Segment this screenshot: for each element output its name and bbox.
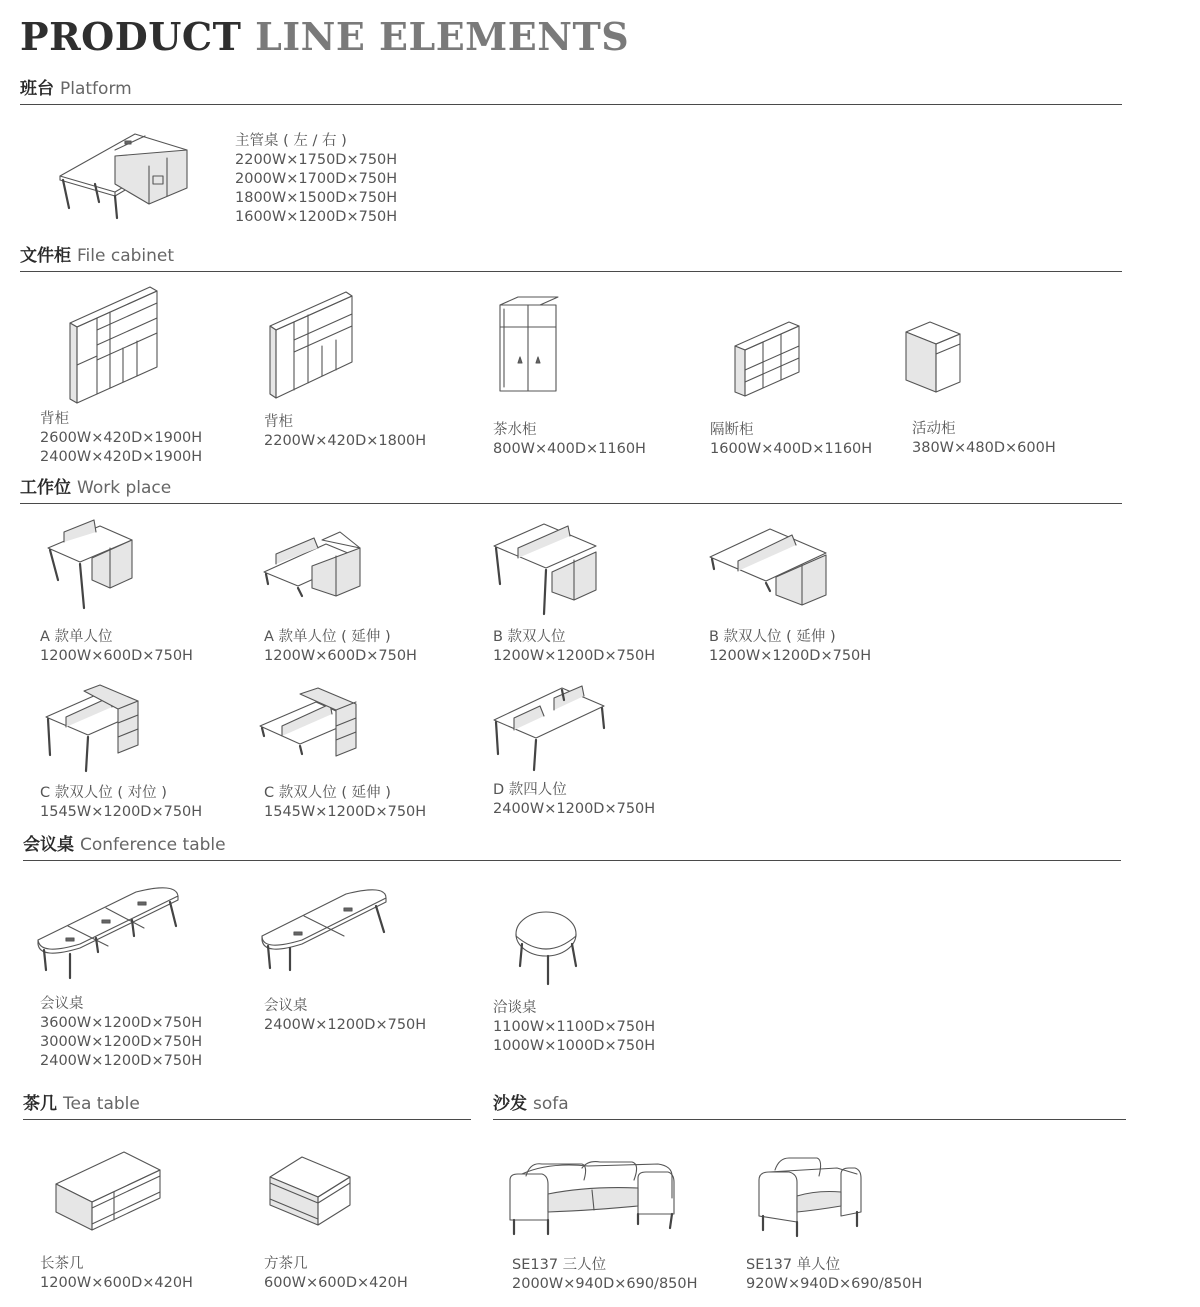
product-size: 1200W×600D×750H	[264, 648, 417, 664]
square-tea-table-drawing	[268, 1155, 354, 1227]
product-name: B 款双人位	[493, 629, 566, 645]
workstation-a-single-text	[40, 628, 193, 666]
section-heading-sofa	[493, 1089, 569, 1114]
sofa-three-seat-text	[512, 1256, 698, 1294]
section-heading-tea-table	[23, 1089, 140, 1114]
back-cabinet-b-drawing	[268, 290, 358, 400]
conference-table-small-drawing	[260, 884, 390, 974]
long-tea-table-drawing	[54, 1150, 162, 1232]
product-name: B 款双人位 ( 延伸 )	[709, 629, 836, 645]
manager-desk-text	[235, 132, 397, 227]
section-cn: 沙发	[493, 1094, 527, 1114]
product-name: 会议桌	[40, 996, 84, 1012]
mobile-cabinet-text	[912, 420, 1056, 458]
product-name: A 款单人位	[40, 629, 113, 645]
product-size: 2200W×1750D×750H	[235, 152, 398, 168]
section-heading-conference	[23, 830, 226, 855]
section-cn: 班台	[20, 79, 54, 99]
workstation-b-double-text	[493, 628, 655, 666]
section-heading-platform	[20, 74, 132, 99]
page-title	[20, 14, 629, 59]
workstation-a-ext-text	[264, 628, 417, 666]
product-size: 2000W×940D×690/850H	[512, 1276, 698, 1292]
partition-cabinet-drawing	[733, 320, 801, 398]
section-cn: 文件柜	[20, 246, 71, 266]
mobile-cabinet-drawing	[904, 320, 964, 394]
product-size: 920W×940D×690/850H	[746, 1276, 923, 1292]
section-en: Platform	[60, 79, 132, 99]
section-cn: 茶几	[23, 1094, 57, 1114]
product-name: 主管桌 ( 左 / 右 )	[235, 133, 347, 149]
partition-cabinet-text	[710, 421, 872, 459]
product-size: 2000W×1700D×750H	[235, 171, 398, 187]
product-size: 1200W×600D×750H	[40, 648, 193, 664]
tea-cabinet-text	[493, 421, 646, 459]
conference-table-large-drawing	[36, 880, 181, 980]
round-table-drawing	[512, 910, 582, 988]
workstation-c-ext-text	[264, 784, 426, 822]
product-name: SE137 三人位	[512, 1257, 607, 1273]
product-name: SE137 单人位	[746, 1257, 841, 1273]
product-name: 隔断柜	[710, 422, 754, 438]
section-divider	[20, 104, 1122, 105]
product-size: 2400W×1200D×750H	[264, 1017, 427, 1033]
back-cabinet-b-text	[264, 413, 426, 451]
product-size: 3000W×1200D×750H	[40, 1034, 203, 1050]
product-name: 长茶几	[40, 1256, 84, 1272]
product-name: 背柜	[40, 411, 69, 427]
product-size: 2400W×1200D×750H	[40, 1053, 203, 1069]
round-table-text	[493, 999, 655, 1056]
product-name: 背柜	[264, 414, 293, 430]
conference-table-small-text	[264, 997, 426, 1035]
section-heading-file-cabinet	[20, 241, 174, 266]
product-name: C 款双人位 ( 对位 )	[40, 785, 167, 801]
product-name: 方茶几	[264, 1256, 308, 1272]
sofa-single-seat-drawing	[757, 1152, 863, 1238]
workstation-b-double-drawing	[492, 520, 602, 620]
product-size: 3600W×1200D×750H	[40, 1015, 203, 1031]
product-size: 2400W×1200D×750H	[493, 801, 656, 817]
title-part-1: PRODUCT	[20, 14, 242, 59]
section-divider	[20, 271, 1122, 272]
sofa-single-seat-text	[746, 1256, 922, 1294]
product-name: A 款单人位 ( 延伸 )	[264, 629, 391, 645]
product-size: 1200W×600D×420H	[40, 1275, 193, 1291]
product-size: 1545W×1200D×750H	[264, 804, 427, 820]
product-name: 茶水柜	[493, 422, 537, 438]
product-size: 1600W×400D×1160H	[710, 441, 873, 457]
conference-table-large-text	[40, 995, 202, 1071]
back-cabinet-a-text	[40, 410, 202, 467]
section-divider	[493, 1119, 1126, 1120]
product-size: 1100W×1100D×750H	[493, 1019, 656, 1035]
workstation-d-four-text	[493, 781, 655, 819]
product-size: 2600W×420D×1900H	[40, 430, 203, 446]
section-en: File cabinet	[77, 246, 175, 266]
title-part-2: LINE ELEMENTS	[255, 14, 630, 59]
long-tea-table-text	[40, 1255, 193, 1293]
section-divider	[20, 503, 1122, 504]
section-en: Tea table	[63, 1094, 140, 1114]
section-en: Work place	[77, 478, 172, 498]
back-cabinet-a-drawing	[65, 285, 165, 405]
product-size: 1600W×1200D×750H	[235, 209, 398, 225]
section-cn: 工作位	[20, 478, 71, 498]
product-size: 380W×480D×600H	[912, 440, 1056, 456]
tea-cabinet-drawing	[498, 295, 560, 395]
product-size: 2200W×420D×1800H	[264, 433, 427, 449]
product-size: 1200W×1200D×750H	[709, 648, 872, 664]
product-name: C 款双人位 ( 延伸 )	[264, 785, 391, 801]
product-size: 1800W×1500D×750H	[235, 190, 398, 206]
manager-desk-drawing	[55, 128, 195, 223]
product-size: 1200W×1200D×750H	[493, 648, 656, 664]
product-size: 1000W×1000D×750H	[493, 1038, 656, 1054]
workstation-a-single-drawing	[44, 518, 134, 613]
product-size: 800W×400D×1160H	[493, 441, 646, 457]
workstation-b-ext-text	[709, 628, 871, 666]
section-cn: 会议桌	[23, 835, 74, 855]
sofa-three-seat-drawing	[508, 1158, 678, 1238]
workstation-c-ext-drawing	[258, 688, 358, 768]
product-size: 600W×600D×420H	[264, 1275, 408, 1291]
workstation-c-double-drawing	[44, 683, 140, 778]
product-name: 会议桌	[264, 998, 308, 1014]
workstation-c-double-text	[40, 784, 202, 822]
section-divider	[23, 860, 1121, 861]
section-divider	[23, 1119, 471, 1120]
section-en: Conference table	[80, 835, 226, 855]
product-name: D 款四人位	[493, 782, 567, 798]
section-heading-work-place	[20, 473, 171, 498]
workstation-b-ext-drawing	[708, 525, 828, 610]
square-tea-table-text	[264, 1255, 408, 1293]
product-size: 1545W×1200D×750H	[40, 804, 203, 820]
product-size: 2400W×420D×1900H	[40, 449, 203, 465]
section-en: sofa	[533, 1094, 569, 1114]
product-name: 活动柜	[912, 421, 956, 437]
product-name: 洽谈桌	[493, 1000, 537, 1016]
workstation-d-four-drawing	[492, 680, 608, 775]
workstation-a-ext-drawing	[262, 520, 362, 610]
